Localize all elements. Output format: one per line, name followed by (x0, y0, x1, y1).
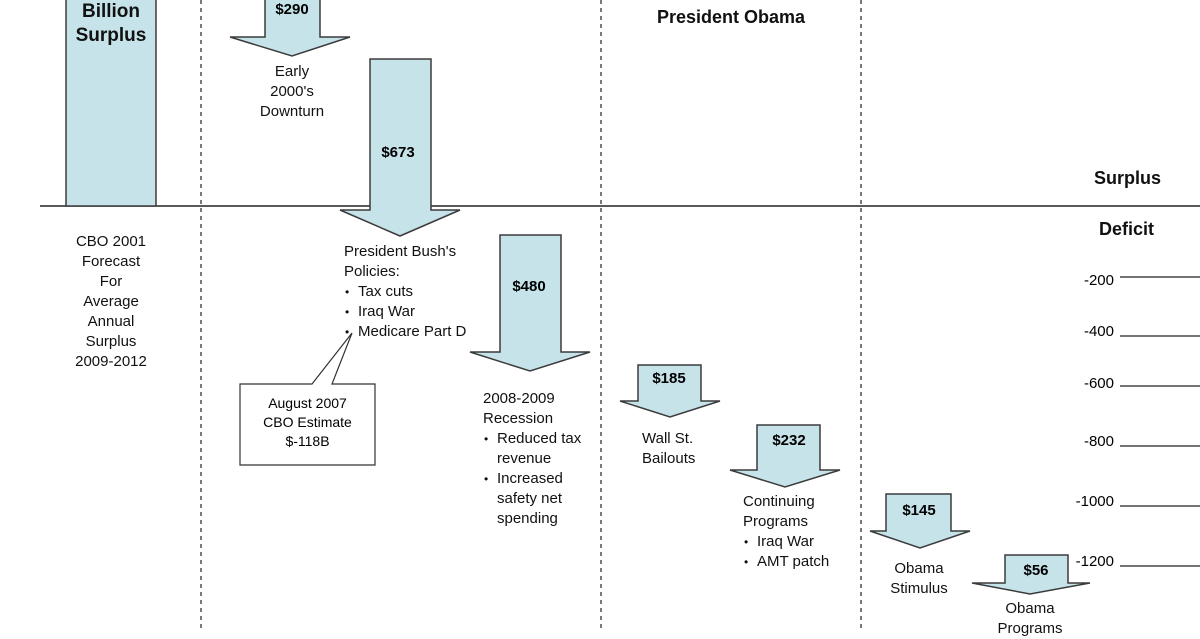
y-tick-800: -800 (1083, 433, 1114, 450)
arrow-480 (470, 235, 590, 371)
y-tick-1000: -1000 (1075, 493, 1114, 510)
arrow-290-value: $290 (275, 1, 309, 18)
bullet-amt-patch: • AMT patch (743, 552, 829, 572)
cbo-forecast-text: CBO 2001 Forecast For Average Annual Surplus 2009-2012 (75, 233, 147, 370)
caption-obama-programs: Obama Programs (997, 600, 1063, 637)
caption-continuing-programs: Continuing Programs • Iraq War • AMT patch (743, 492, 829, 572)
caption-recession: 2008-2009 Recession • Reduced tax revenue • Increased safety net spending (483, 389, 595, 529)
bullet-iraq-war: • Iraq War (344, 302, 466, 322)
column-3-title: President Obama (656, 7, 806, 27)
arrow-232-value: $232 (772, 432, 806, 449)
y-tick-600: -600 (1083, 375, 1114, 392)
bullet-medicare: • Medicare Part D (344, 322, 466, 342)
y-tick-400: -400 (1083, 323, 1114, 340)
caption-early-2000s: Early 2000's Downturn (259, 63, 325, 120)
bullet-safety-net: • Increased safety net spending (483, 469, 595, 529)
arrow-480-value: $480 (512, 278, 546, 295)
bullet-iraq-war-2: • Iraq War (743, 532, 829, 552)
callout-cbo-estimate: August 2007 CBO Estimate $-118B (263, 395, 352, 449)
y-tick-1200: -1200 (1075, 553, 1114, 570)
y-tick-200: -200 (1083, 272, 1114, 289)
surplus-bar-title-line1: Billion (81, 1, 141, 22)
arrow-673-value: $673 (381, 144, 415, 161)
arrow-145-value: $145 (902, 502, 936, 519)
bullet-tax-cuts: • Tax cuts (344, 282, 466, 302)
arrow-56-value: $56 (1023, 562, 1049, 579)
caption-obama-stimulus: Obama Stimulus (890, 560, 948, 597)
surplus-bar-title-line2: Surplus (75, 25, 147, 46)
caption-bush-policies: President Bush's Policies: • Tax cuts • Iraq War • Medicare Part D (344, 242, 466, 342)
deficit-label: Deficit (1099, 219, 1155, 239)
surplus-label: Surplus (1094, 168, 1162, 188)
bullet-reduced-tax: • Reduced tax revenue (483, 429, 595, 469)
caption-wall-st: Wall St. Bailouts (642, 430, 696, 467)
arrow-185-value: $185 (652, 370, 686, 387)
